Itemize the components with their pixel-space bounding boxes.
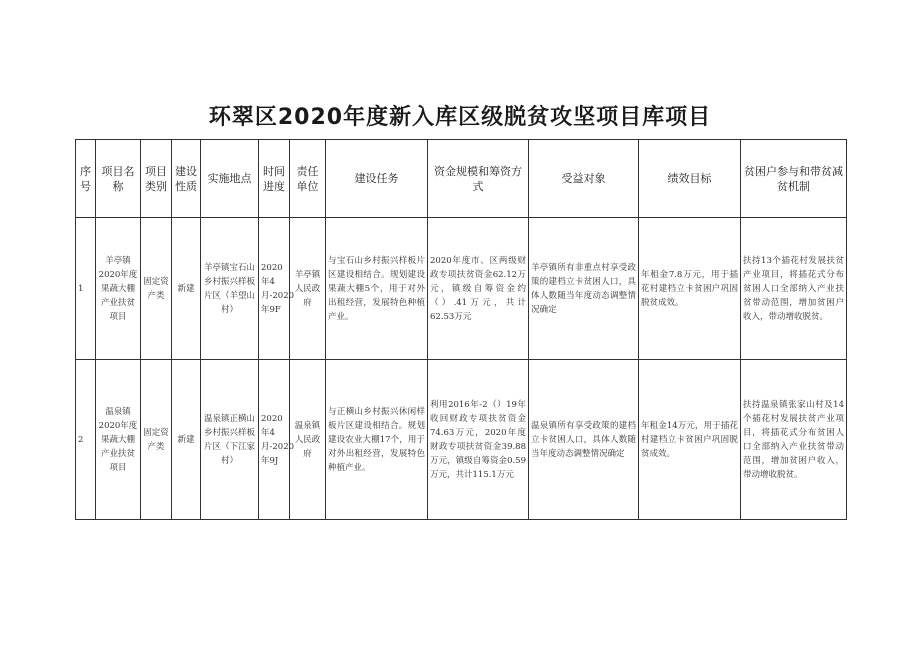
header-cell: 项目类别 (141, 140, 172, 218)
table-row (76, 360, 847, 520)
header-cell: 建设性质 (172, 140, 201, 218)
project-category: 固定资产类 (141, 218, 172, 360)
header-cell: 贫困户参与和带贫减贫机制 (741, 140, 847, 218)
beneficiary: 温泉镇所有享受政策的建档立卡贫困人口，具体人数随当年度动态调整情况确定 (529, 360, 639, 520)
header-cell: 资金规模和筹资方式 (428, 140, 529, 218)
funding: 2020年度市、区两级财政专项扶贫资金62.12万元，镇级自筹资金约（）.41万元，共计62.53万元 (428, 218, 529, 360)
page-title: 环翠区2020年度新入库区级脱贫攻坚项目库项目 (208, 105, 712, 130)
beneficiary: 羊亭镇所有非重点村享受政策的建档立卡贫困人口，具体人数随当年度动态调整情况确定 (529, 218, 639, 360)
schedule: 2020年4月-2020年9J (259, 360, 290, 520)
construction-nature: 新建 (172, 218, 201, 360)
responsible-unit: 羊亭镇人民政府 (290, 218, 326, 360)
performance-goal: 年租金7.8万元，用于插花村建档立卡贫困户巩固脱贫成效。 (639, 218, 741, 360)
header-cell: 受益对象 (529, 140, 639, 218)
row-number: 2 (76, 360, 96, 520)
construction-task: 与宝石山乡村振兴样板片区建设相结合。规划建设果蔬大棚5个，用于对外出租经营，发展特色种植产业。 (326, 218, 428, 360)
responsible-unit: 温泉镇人民政府 (290, 360, 326, 520)
project-category: 固定资产类 (141, 360, 172, 520)
project-name: 温泉镇2020年度果蔬大棚产业扶贫项目 (96, 360, 141, 520)
poverty-mechanism: 扶持13个插花村发展扶贫产业项目，将插花式分布贫困人口全部纳入产业扶贫带动范围，增加贫困户收入，带动增收脱贫。 (741, 218, 847, 360)
location: 温泉镇正横山乡村振兴样板片区（下江家村） (201, 360, 259, 520)
header-cell: 序号 (76, 140, 96, 218)
location: 羊亭镇宝石山乡村振兴样板片区（羊望山村） (201, 218, 259, 360)
table-row (76, 218, 847, 360)
header-cell: 建设任务 (326, 140, 428, 218)
row-number: 1 (76, 218, 96, 360)
project-name: 羊亭镇2020年度果蔬大棚产业扶贫项目 (96, 218, 141, 360)
poverty-mechanism: 扶持温泉镇张家山村及14个插花村发展扶贫产业项目，将插花式分布贫困人口全部纳入产业扶贫带动范围，增加贫困户收入，带动增收脱贫。 (741, 360, 847, 520)
header-cell: 项目名称 (96, 140, 141, 218)
header-cell: 绩效目标 (639, 140, 741, 218)
performance-goal: 年租金14万元，用于插花村建档立卡贫困户巩固脱贫成效。 (639, 360, 741, 520)
schedule: 2020年4月-2020年9F (259, 218, 290, 360)
header-cell: 时间进度 (259, 140, 290, 218)
funding: 利用2016年-2（）19年收回财政专项扶贫资金74.63万元，2020年度财政专项扶贫资金39.88万元，镇级自筹资金0.59万元，共计115.1万元 (428, 360, 529, 520)
header-cell: 实施地点 (201, 140, 259, 218)
project-table (75, 139, 847, 520)
header-cell: 责任单位 (290, 140, 326, 218)
construction-nature: 新建 (172, 360, 201, 520)
table-header-row (76, 140, 847, 218)
construction-task: 与正横山乡村振兴休闲样板片区建设相结合。规划建设农业大棚17个，用于对外出租经营，发展特色种植产业。 (326, 360, 428, 520)
